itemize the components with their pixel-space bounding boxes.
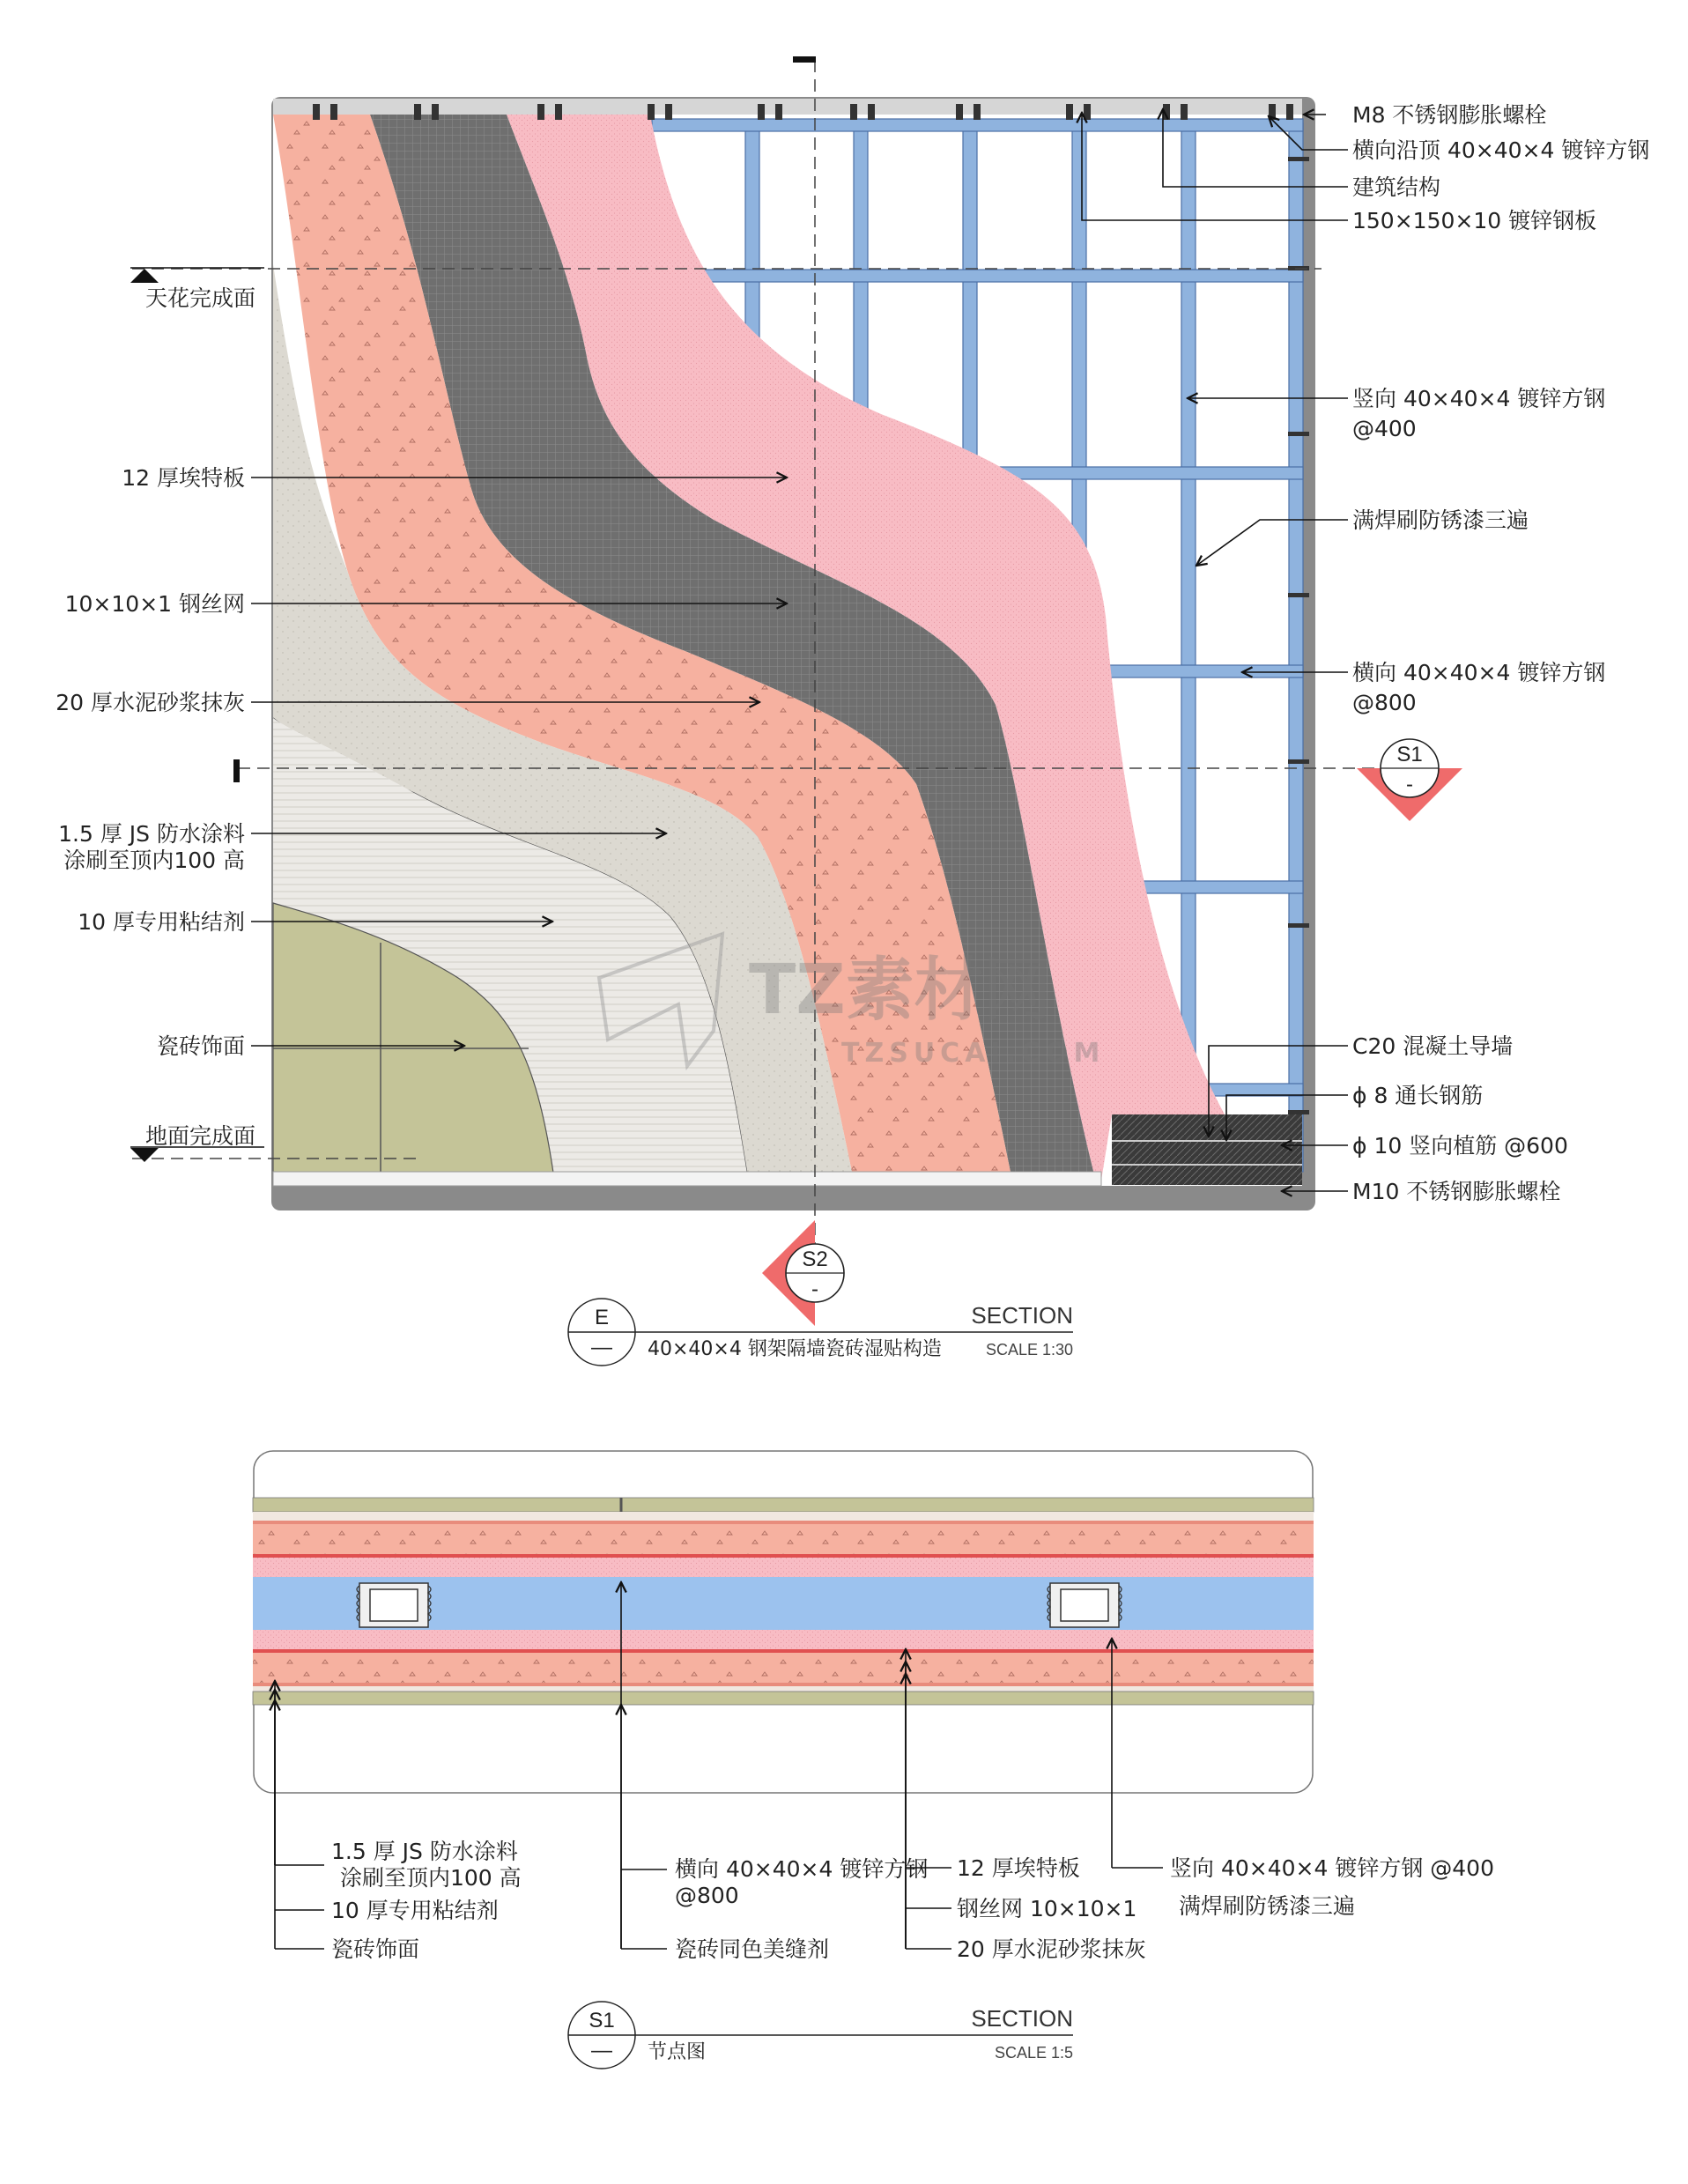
- band-mesh-bottom: [253, 1649, 1314, 1653]
- watermark-brand: TZ素材网: [749, 951, 1052, 1030]
- title-s1-name: 节点图: [648, 2041, 707, 2063]
- band-tile-top: [253, 1498, 1314, 1512]
- detail-label-horizontal-steel-2: @800: [675, 1883, 739, 1908]
- band-adhesive-bottom: [253, 1686, 1314, 1692]
- detail-label-waterproof-2: 涂刷至顶内100 高: [340, 1865, 522, 1891]
- section-marker-s2: [762, 1220, 844, 1326]
- ceiling-slab: [273, 99, 1302, 115]
- label-tile: 瓷砖饰面: [156, 1033, 245, 1059]
- top-steel: [652, 119, 1303, 131]
- s1-marker-sub: -: [1406, 773, 1413, 796]
- band-board-top: [253, 1558, 1314, 1577]
- label-bolt-m10: M10 不锈钢膨胀螺栓: [1352, 1179, 1561, 1204]
- title-s1-scale: SCALE 1:5: [994, 2044, 1073, 2062]
- label-top-steel: 横向沿顶 40×40×4 镀锌方钢: [1352, 137, 1650, 163]
- title-e-type: SECTION: [971, 1302, 1073, 1329]
- label-mortar: 20 厚水泥砂浆抹灰: [56, 690, 245, 715]
- title-e-id: E: [594, 1306, 610, 1329]
- title-block-e: [568, 1299, 1073, 1366]
- detail-label-tile: 瓷砖饰面: [331, 1936, 420, 1962]
- detail-section-s1: [253, 1451, 1494, 1962]
- label-mesh: 10×10×1 钢丝网: [64, 591, 245, 617]
- s2-marker-sub: -: [811, 1277, 818, 1301]
- watermark-domain: TZSUCAI.COM: [841, 1038, 1106, 1069]
- label-adhesive: 10 厚专用粘结剂: [78, 909, 245, 935]
- label-paint: 满焊刷防锈漆三遍: [1352, 507, 1529, 533]
- label-plate: 150×150×10 镀锌钢板: [1352, 208, 1597, 233]
- title-s1-sub: —: [591, 2039, 612, 2062]
- square-tube-right: [1048, 1583, 1122, 1627]
- elevation-section: [56, 56, 1649, 1326]
- floor-level-marker: [130, 1148, 159, 1162]
- band-mortar-bottom: [253, 1653, 1314, 1683]
- detail-label-grout: 瓷砖同色美缝剂: [675, 1936, 830, 1962]
- detail-label-paint: 满焊刷防锈漆三遍: [1179, 1893, 1356, 1919]
- floor-level-label: 地面完成面: [145, 1123, 256, 1149]
- band-board-bottom: [253, 1630, 1314, 1649]
- s2-marker-id: S2: [802, 1247, 828, 1271]
- band-adhesive-top: [253, 1512, 1314, 1521]
- title-e-name: 40×40×4 钢架隔墙瓷砖湿贴构造: [648, 1338, 942, 1360]
- detail-label-mortar: 20 厚水泥砂浆抹灰: [957, 1936, 1146, 1962]
- title-s1-id: S1: [589, 2009, 615, 2032]
- label-vertical-steel-1: 竖向 40×40×4 镀锌方钢: [1352, 386, 1606, 411]
- cut-tick-top: [793, 56, 816, 63]
- ceiling-level-marker: [130, 269, 159, 283]
- concrete-curb: [1112, 1114, 1302, 1185]
- detail-label-adhesive: 10 厚专用粘结剂: [331, 1898, 499, 1923]
- label-bolt-m8: M8 不锈钢膨胀螺栓: [1352, 102, 1547, 128]
- band-tile-bottom: [253, 1692, 1314, 1705]
- band-waterproof-bottom: [253, 1683, 1314, 1686]
- label-horizontal-steel-2: @800: [1352, 690, 1417, 715]
- detail-label-vertical-steel: 竖向 40×40×4 镀锌方钢 @400: [1170, 1855, 1494, 1881]
- floor-slab: [273, 1172, 1101, 1186]
- label-board: 12 厚埃特板: [122, 465, 245, 491]
- section-marker-s1: [1357, 739, 1462, 821]
- detail-label-board: 12 厚埃特板: [957, 1855, 1080, 1881]
- label-curb: C20 混凝土导墙: [1352, 1033, 1514, 1059]
- label-waterproof-2: 涂刷至顶内100 高: [63, 848, 245, 873]
- title-s1-type: SECTION: [971, 2005, 1073, 2032]
- band-mesh-top: [253, 1554, 1314, 1558]
- detail-label-mesh: 钢丝网 10×10×1: [957, 1896, 1137, 1921]
- detail-label-horizontal-steel-1: 横向 40×40×4 镀锌方钢: [675, 1856, 929, 1882]
- horizontal-steel: [652, 270, 1303, 282]
- label-rebar: ϕ 8 通长钢筋: [1352, 1083, 1484, 1108]
- label-vertical-steel-2: @400: [1352, 416, 1417, 441]
- cut-tick-left: [233, 759, 240, 782]
- square-tube-left: [357, 1583, 431, 1627]
- detail-label-waterproof-1: 1.5 厚 JS 防水涂料: [331, 1839, 518, 1864]
- label-dowel: ϕ 10 竖向植筋 @600: [1352, 1133, 1568, 1159]
- label-horizontal-steel-1: 横向 40×40×4 镀锌方钢: [1352, 660, 1606, 685]
- title-e-scale: SCALE 1:30: [985, 1341, 1073, 1359]
- s1-marker-id: S1: [1396, 743, 1423, 766]
- title-block-s1: [568, 2002, 1073, 2069]
- label-waterproof-1: 1.5 厚 JS 防水涂料: [58, 821, 245, 847]
- label-structure: 建筑结构: [1352, 174, 1441, 200]
- ceiling-level-label: 天花完成面: [145, 285, 256, 311]
- band-mortar-top: [253, 1524, 1314, 1554]
- band-waterproof-top: [253, 1521, 1314, 1524]
- title-e-sub: —: [591, 1336, 612, 1359]
